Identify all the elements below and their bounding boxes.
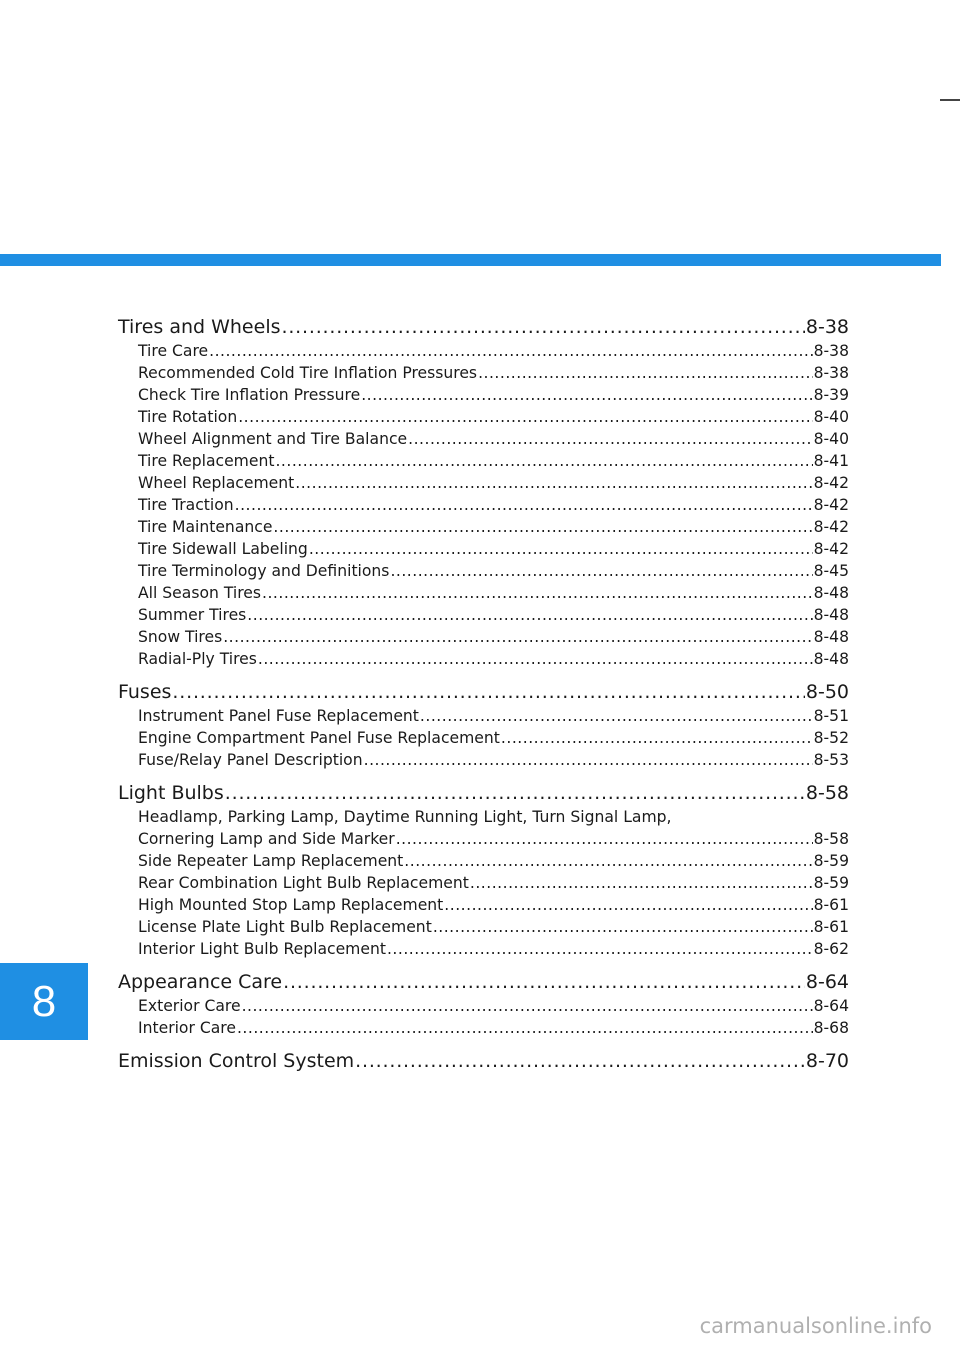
toc-entry-page: 8-38: [813, 342, 849, 360]
toc-entry-page: 8-45: [813, 562, 849, 580]
toc-entry[interactable]: [118, 894, 849, 916]
toc-section-page: 8-58: [805, 782, 849, 804]
toc-entry[interactable]: [118, 450, 849, 472]
toc-entry-title: Tire Traction: [138, 496, 234, 514]
toc-entry-continued: Headlamp, Parking Lamp, Daytime Running Light, Turn Signal Lamp,: [138, 808, 672, 826]
chapter-tab[interactable]: [0, 963, 88, 1040]
chapter-number: 8: [31, 976, 57, 1026]
header-band: [0, 254, 941, 266]
toc-section[interactable]: [118, 782, 849, 806]
toc-entry-page: 8-48: [813, 628, 849, 646]
toc-entry-title: Exterior Care: [138, 997, 241, 1015]
toc-entry-title: Instrument Panel Fuse Replacement: [138, 707, 419, 725]
corner-crop-mark: [940, 99, 960, 101]
toc-leader: [361, 384, 812, 406]
toc-entry-title: Snow Tires: [138, 628, 223, 646]
toc-section-title: Appearance Care: [118, 971, 283, 993]
toc-section[interactable]: [118, 1050, 849, 1074]
toc-entry[interactable]: [118, 749, 849, 771]
toc-entry-page: 8-41: [813, 452, 849, 470]
toc-leader: [387, 938, 813, 960]
toc-entry-page: 8-42: [813, 540, 849, 558]
watermark: carmanualsonline.info: [699, 1314, 932, 1338]
toc-entry-title: Tire Rotation: [138, 408, 238, 426]
toc-leader: [223, 626, 812, 648]
toc-section-page: 8-70: [805, 1050, 849, 1072]
toc-leader: [364, 749, 813, 771]
toc-entry-page: 8-52: [813, 729, 849, 747]
toc-entry[interactable]: [118, 1017, 849, 1039]
toc-leader: [420, 705, 813, 727]
toc-entry-title: Summer Tires: [138, 606, 247, 624]
toc-leader: [355, 1050, 805, 1072]
toc-entry-title: High Mounted Stop Lamp Replacement: [138, 896, 444, 914]
toc-leader: [247, 604, 812, 626]
toc-entry[interactable]: [118, 494, 849, 516]
toc-entry-title: Tire Sidewall Labeling: [138, 540, 308, 558]
toc-entry-title: Radial-Ply Tires: [138, 650, 257, 668]
toc-leader: [404, 850, 812, 872]
toc-section[interactable]: [118, 316, 849, 340]
toc-entry[interactable]: [118, 538, 849, 560]
toc-entry-title: All Season Tires: [138, 584, 262, 602]
toc-entry[interactable]: [118, 340, 849, 362]
toc-section-title: Tires and Wheels: [118, 316, 281, 338]
toc-entry[interactable]: [118, 362, 849, 384]
toc-entry-title: Cornering Lamp and Side Marker: [138, 830, 395, 848]
toc-entry-page: 8-61: [813, 918, 849, 936]
toc-leader: [273, 516, 812, 538]
toc-entry-page: 8-48: [813, 650, 849, 668]
toc-entry[interactable]: [118, 582, 849, 604]
toc-leader: [396, 828, 813, 850]
toc-leader: [209, 340, 813, 362]
toc-entry-title: Side Repeater Lamp Replacement: [138, 852, 404, 870]
toc-entry[interactable]: [118, 648, 849, 670]
toc-entry[interactable]: [118, 828, 849, 850]
toc-leader: [444, 894, 812, 916]
toc-section[interactable]: [118, 681, 849, 705]
toc-entry-page: 8-48: [813, 584, 849, 602]
toc-entry-page: 8-64: [813, 997, 849, 1015]
toc-entry-page: 8-68: [813, 1019, 849, 1037]
toc-entry[interactable]: [118, 995, 849, 1017]
toc-leader: [242, 995, 813, 1017]
toc-leader: [275, 450, 812, 472]
toc-entry-title: License Plate Light Bulb Replacement: [138, 918, 432, 936]
toc-leader: [408, 428, 812, 450]
toc-entry-title: Recommended Cold Tire Inflation Pressures: [138, 364, 478, 382]
toc-leader: [390, 560, 812, 582]
toc-section-page: 8-50: [805, 681, 849, 703]
toc-entry[interactable]: [118, 516, 849, 538]
toc-entry-page: 8-59: [813, 852, 849, 870]
toc-entry-page: 8-40: [813, 408, 849, 426]
toc-entry-title: Interior Light Bulb Replacement: [138, 940, 386, 958]
toc-entry[interactable]: [118, 384, 849, 406]
toc-entry[interactable]: [118, 850, 849, 872]
toc-entry-page: 8-39: [813, 386, 849, 404]
toc-leader: [237, 1017, 813, 1039]
toc-entry-title: Check Tire Inflation Pressure: [138, 386, 361, 404]
toc-entry[interactable]: [118, 916, 849, 938]
toc-entry[interactable]: [118, 406, 849, 428]
toc-entry-page: 8-42: [813, 496, 849, 514]
toc-leader: [501, 727, 813, 749]
toc-entry-page: 8-59: [813, 874, 849, 892]
toc-entry-title: Tire Care: [138, 342, 209, 360]
toc-leader: [283, 971, 805, 993]
toc-entry-title: Rear Combination Light Bulb Replacement: [138, 874, 469, 892]
toc-entry[interactable]: [118, 604, 849, 626]
toc-entry[interactable]: [118, 472, 849, 494]
toc-leader: [309, 538, 813, 560]
toc-entry-title: Engine Compartment Panel Fuse Replacement: [138, 729, 500, 747]
toc-leader: [282, 316, 805, 338]
table-of-contents: [118, 316, 849, 1074]
toc-entry[interactable]: [118, 560, 849, 582]
toc-entry-title: Wheel Replacement: [138, 474, 295, 492]
toc-section-title: Fuses: [118, 681, 172, 703]
toc-section-title: Light Bulbs: [118, 782, 224, 804]
toc-leader: [262, 582, 813, 604]
toc-entry-page: 8-61: [813, 896, 849, 914]
toc-section-title: Emission Control System: [118, 1050, 355, 1072]
toc-leader: [478, 362, 813, 384]
toc-leader: [258, 648, 813, 670]
toc-leader: [433, 916, 813, 938]
toc-entry-page: 8-58: [813, 830, 849, 848]
toc-entry[interactable]: [118, 705, 849, 727]
toc-entry[interactable]: [118, 872, 849, 894]
toc-entry-page: 8-42: [813, 474, 849, 492]
toc-entry[interactable]: [118, 727, 849, 749]
toc-entry-page: 8-48: [813, 606, 849, 624]
toc-entry-page: 8-51: [813, 707, 849, 725]
toc-entry[interactable]: [118, 938, 849, 960]
toc-entry-title: Fuse/Relay Panel Description: [138, 751, 363, 769]
toc-leader: [235, 494, 813, 516]
toc-entry-title: Tire Terminology and Definitions: [138, 562, 390, 580]
toc-entry-title: Tire Maintenance: [138, 518, 273, 536]
toc-leader: [470, 872, 813, 894]
toc-entry-title: Tire Replacement: [138, 452, 275, 470]
toc-entry-page: 8-62: [813, 940, 849, 958]
toc-leader: [238, 406, 812, 428]
toc-entry-page: 8-40: [813, 430, 849, 448]
toc-leader: [172, 681, 804, 703]
toc-entry[interactable]: [118, 626, 849, 648]
toc-entry-title: Wheel Alignment and Tire Balance: [138, 430, 408, 448]
toc-leader: [295, 472, 812, 494]
toc-entry-page: 8-53: [813, 751, 849, 769]
toc-entry[interactable]: [118, 428, 849, 450]
toc-section-page: 8-64: [805, 971, 849, 993]
toc-entry-page: 8-42: [813, 518, 849, 536]
toc-entry-title: Interior Care: [138, 1019, 236, 1037]
toc-section-page: 8-38: [805, 316, 849, 338]
toc-entry-page: 8-38: [813, 364, 849, 382]
toc-section[interactable]: [118, 971, 849, 995]
toc-leader: [225, 782, 805, 804]
